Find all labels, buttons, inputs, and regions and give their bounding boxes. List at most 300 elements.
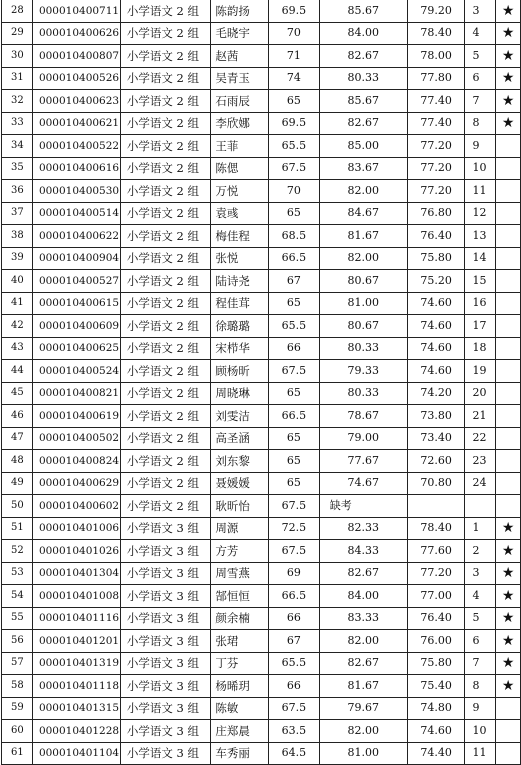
cell-seq: 55: [2, 607, 33, 630]
table-row: [2, 450, 521, 473]
table-row: [2, 607, 521, 630]
cell-name: 王菲: [211, 135, 269, 158]
cell-group: 小学语文 2 组: [120, 225, 211, 248]
cell-interview-score: 85.67: [319, 0, 407, 22]
cell-rank: 4: [465, 22, 496, 45]
cell-rank: 8: [465, 112, 496, 135]
cell-rank: 7: [465, 652, 496, 675]
table-row: [2, 337, 521, 360]
cell-total-score: 74.60: [407, 337, 465, 360]
cell-group: 小学语文 2 组: [120, 180, 211, 203]
cell-exam-id: 000010400904: [32, 247, 120, 270]
cell-written-score: 67.5: [269, 157, 320, 180]
cell-written-score: 65: [269, 472, 320, 495]
cell-total-score: 74.60: [407, 360, 465, 383]
cell-written-score: 67: [269, 270, 320, 293]
cell-interview-score: 77.67: [319, 450, 407, 473]
cell-rank: 10: [465, 720, 496, 743]
cell-group: 小学语文 2 组: [120, 382, 211, 405]
cell-rank: 14: [465, 247, 496, 270]
cell-group: 小学语文 2 组: [120, 0, 211, 22]
cell-exam-id: 000010400621: [32, 112, 120, 135]
cell-rank: 3: [465, 562, 496, 585]
star-mark-icon: ★: [496, 90, 521, 113]
cell-exam-id: 000010400623: [32, 90, 120, 113]
cell-exam-id: 000010400527: [32, 270, 120, 293]
table-row: [2, 540, 521, 563]
cell-total-score: 74.60: [407, 720, 465, 743]
cell-written-score: 67.5: [269, 540, 320, 563]
table-row: [2, 292, 521, 315]
table-row: [2, 247, 521, 270]
cell-name: 袁彧: [211, 202, 269, 225]
cell-mark: [496, 720, 521, 743]
cell-interview-score: 82.67: [319, 652, 407, 675]
cell-group: 小学语文 2 组: [120, 315, 211, 338]
cell-total-score: 77.40: [407, 112, 465, 135]
cell-exam-id: 000010401201: [32, 630, 120, 653]
cell-rank: 6: [465, 630, 496, 653]
cell-group: 小学语文 3 组: [120, 585, 211, 608]
table-row: [2, 652, 521, 675]
cell-name: 毛晓宇: [211, 22, 269, 45]
cell-name: 周晓琳: [211, 382, 269, 405]
cell-total-score: 74.80: [407, 697, 465, 720]
cell-total-score: 73.40: [407, 427, 465, 450]
cell-group: 小学语文 2 组: [120, 157, 211, 180]
cell-total-score: 76.00: [407, 630, 465, 653]
cell-mark: [496, 360, 521, 383]
cell-mark: [496, 315, 521, 338]
cell-group: 小学语文 2 组: [120, 472, 211, 495]
star-mark-icon: ★: [496, 45, 521, 68]
cell-name: 张悦: [211, 247, 269, 270]
cell-total-score: 77.20: [407, 180, 465, 203]
cell-seq: 33: [2, 112, 33, 135]
table-row: [2, 67, 521, 90]
cell-exam-id: 000010401026: [32, 540, 120, 563]
cell-group: 小学语文 3 组: [120, 517, 211, 540]
cell-seq: 49: [2, 472, 33, 495]
cell-name: 赵茜: [211, 45, 269, 68]
cell-group: 小学语文 2 组: [120, 292, 211, 315]
cell-seq: 39: [2, 247, 33, 270]
cell-written-score: 69.5: [269, 0, 320, 22]
cell-rank: 23: [465, 450, 496, 473]
cell-written-score: 65: [269, 450, 320, 473]
cell-name: 梅佳程: [211, 225, 269, 248]
cell-exam-id: 000010400619: [32, 405, 120, 428]
cell-interview-score: 82.00: [319, 720, 407, 743]
cell-interview-score: 84.00: [319, 585, 407, 608]
cell-written-score: 66: [269, 675, 320, 698]
table-row: [2, 742, 521, 765]
cell-interview-score: 81.00: [319, 292, 407, 315]
cell-group: 小学语文 2 组: [120, 202, 211, 225]
cell-mark: [496, 405, 521, 428]
cell-name: 吴青玉: [211, 67, 269, 90]
cell-total-score: 74.60: [407, 315, 465, 338]
cell-exam-id: 000010401116: [32, 607, 120, 630]
cell-mark: [496, 382, 521, 405]
cell-mark: [496, 270, 521, 293]
cell-written-score: 63.5: [269, 720, 320, 743]
cell-written-score: 65: [269, 427, 320, 450]
cell-seq: 37: [2, 202, 33, 225]
cell-name: 张珺: [211, 630, 269, 653]
cell-exam-id: 000010401104: [32, 742, 120, 765]
cell-written-score: 65.5: [269, 652, 320, 675]
cell-group: 小学语文 2 组: [120, 247, 211, 270]
cell-group: 小学语文 3 组: [120, 675, 211, 698]
cell-interview-score: 80.33: [319, 67, 407, 90]
cell-mark: [496, 495, 521, 518]
cell-exam-id: 000010401228: [32, 720, 120, 743]
cell-total-score: 74.40: [407, 742, 465, 765]
results-table-body: [2, 0, 521, 765]
cell-total-score: 77.00: [407, 585, 465, 608]
cell-rank: 18: [465, 337, 496, 360]
cell-exam-id: 000010400522: [32, 135, 120, 158]
cell-rank: 6: [465, 67, 496, 90]
cell-written-score: 65: [269, 90, 320, 113]
cell-rank: 5: [465, 607, 496, 630]
star-mark-icon: ★: [496, 22, 521, 45]
cell-interview-score: 80.33: [319, 337, 407, 360]
cell-interview-score: 83.67: [319, 157, 407, 180]
cell-exam-id: 000010401315: [32, 697, 120, 720]
cell-rank: 22: [465, 427, 496, 450]
cell-seq: 44: [2, 360, 33, 383]
cell-group: 小学语文 2 组: [120, 360, 211, 383]
table-row: [2, 180, 521, 203]
cell-written-score: 66: [269, 607, 320, 630]
cell-interview-score: 83.33: [319, 607, 407, 630]
cell-seq: 48: [2, 450, 33, 473]
cell-name: 陆诗尧: [211, 270, 269, 293]
cell-mark: [496, 450, 521, 473]
cell-group: 小学语文 2 组: [120, 112, 211, 135]
star-mark-icon: ★: [496, 585, 521, 608]
cell-mark: [496, 427, 521, 450]
cell-exam-id: 000010400524: [32, 360, 120, 383]
cell-group: 小学语文 3 组: [120, 742, 211, 765]
cell-written-score: 69: [269, 562, 320, 585]
cell-seq: 34: [2, 135, 33, 158]
table-row: [2, 360, 521, 383]
cell-seq: 45: [2, 382, 33, 405]
cell-interview-score: 缺考: [319, 495, 407, 518]
cell-total-score: 76.80: [407, 202, 465, 225]
cell-group: 小学语文 3 组: [120, 562, 211, 585]
cell-mark: [496, 135, 521, 158]
cell-interview-score: 84.67: [319, 202, 407, 225]
cell-seq: 35: [2, 157, 33, 180]
cell-written-score: 67.5: [269, 697, 320, 720]
cell-written-score: 72.5: [269, 517, 320, 540]
cell-rank: 16: [465, 292, 496, 315]
cell-total-score: 78.00: [407, 45, 465, 68]
cell-exam-id: 000010400622: [32, 225, 120, 248]
cell-interview-score: 74.67: [319, 472, 407, 495]
cell-exam-id: 000010401319: [32, 652, 120, 675]
cell-exam-id: 000010400626: [32, 22, 120, 45]
cell-name: 车秀丽: [211, 742, 269, 765]
cell-total-score: 79.20: [407, 0, 465, 22]
cell-seq: 56: [2, 630, 33, 653]
cell-name: 丁芬: [211, 652, 269, 675]
cell-written-score: 65.5: [269, 315, 320, 338]
cell-rank: 21: [465, 405, 496, 428]
cell-name: 顾杨昕: [211, 360, 269, 383]
cell-rank: 10: [465, 157, 496, 180]
cell-seq: 40: [2, 270, 33, 293]
cell-rank: 3: [465, 0, 496, 22]
cell-total-score: 75.80: [407, 652, 465, 675]
star-mark-icon: ★: [496, 675, 521, 698]
cell-exam-id: 000010400609: [32, 315, 120, 338]
cell-rank: 4: [465, 585, 496, 608]
cell-rank: 11: [465, 180, 496, 203]
table-row: [2, 405, 521, 428]
table-row: [2, 90, 521, 113]
cell-total-score: 76.40: [407, 225, 465, 248]
cell-mark: [496, 225, 521, 248]
cell-exam-id: 000010400629: [32, 472, 120, 495]
cell-total-score: 77.80: [407, 67, 465, 90]
cell-total-score: 72.60: [407, 450, 465, 473]
cell-seq: 41: [2, 292, 33, 315]
cell-group: 小学语文 2 组: [120, 67, 211, 90]
cell-exam-id: 000010400514: [32, 202, 120, 225]
cell-name: 聂媛媛: [211, 472, 269, 495]
cell-interview-score: 82.00: [319, 180, 407, 203]
cell-name: 李欣娜: [211, 112, 269, 135]
star-mark-icon: ★: [496, 112, 521, 135]
cell-group: 小学语文 2 组: [120, 495, 211, 518]
cell-name: 宋栉华: [211, 337, 269, 360]
cell-exam-id: 000010401006: [32, 517, 120, 540]
cell-exam-id: 000010401008: [32, 585, 120, 608]
star-mark-icon: ★: [496, 607, 521, 630]
cell-total-score: 70.80: [407, 472, 465, 495]
cell-group: 小学语文 2 组: [120, 22, 211, 45]
cell-rank: 2: [465, 540, 496, 563]
table-row: [2, 225, 521, 248]
cell-mark: [496, 180, 521, 203]
cell-seq: 36: [2, 180, 33, 203]
table-row: [2, 202, 521, 225]
cell-mark: [496, 337, 521, 360]
cell-exam-id: 000010400526: [32, 67, 120, 90]
cell-name: 高圣涵: [211, 427, 269, 450]
cell-rank: 7: [465, 90, 496, 113]
cell-seq: 60: [2, 720, 33, 743]
cell-written-score: 67: [269, 630, 320, 653]
star-mark-icon: ★: [496, 630, 521, 653]
table-row: [2, 135, 521, 158]
cell-name: 庄郑晨: [211, 720, 269, 743]
cell-rank: 20: [465, 382, 496, 405]
table-row: [2, 630, 521, 653]
cell-name: 陈敏: [211, 697, 269, 720]
cell-rank: 15: [465, 270, 496, 293]
cell-name: 刘雯洁: [211, 405, 269, 428]
cell-seq: 61: [2, 742, 33, 765]
cell-group: 小学语文 3 组: [120, 630, 211, 653]
cell-total-score: 75.80: [407, 247, 465, 270]
table-row: [2, 495, 521, 518]
cell-name: 周雪燕: [211, 562, 269, 585]
star-mark-icon: ★: [496, 652, 521, 675]
cell-rank: 12: [465, 202, 496, 225]
cell-group: 小学语文 3 组: [120, 540, 211, 563]
cell-group: 小学语文 3 组: [120, 720, 211, 743]
cell-interview-score: 85.00: [319, 135, 407, 158]
table-row: [2, 675, 521, 698]
star-mark-icon: ★: [496, 562, 521, 585]
cell-written-score: 64.5: [269, 742, 320, 765]
cell-total-score: 77.60: [407, 540, 465, 563]
cell-name: 颜余楠: [211, 607, 269, 630]
table-row: [2, 0, 521, 22]
cell-interview-score: 82.00: [319, 247, 407, 270]
cell-seq: 46: [2, 405, 33, 428]
cell-exam-id: 000010401304: [32, 562, 120, 585]
table-row: [2, 22, 521, 45]
cell-total-score: 75.40: [407, 675, 465, 698]
table-row: [2, 112, 521, 135]
cell-name: 刘东黎: [211, 450, 269, 473]
table-row: [2, 382, 521, 405]
cell-interview-score: 82.67: [319, 45, 407, 68]
cell-interview-score: 82.67: [319, 562, 407, 585]
cell-mark: [496, 247, 521, 270]
cell-written-score: 71: [269, 45, 320, 68]
cell-total-score: 77.20: [407, 562, 465, 585]
cell-exam-id: 000010400602: [32, 495, 120, 518]
cell-total-score: 74.60: [407, 292, 465, 315]
cell-interview-score: 79.67: [319, 697, 407, 720]
cell-rank: 8: [465, 675, 496, 698]
cell-written-score: 65.5: [269, 135, 320, 158]
cell-total-score: 73.80: [407, 405, 465, 428]
cell-written-score: 67.5: [269, 495, 320, 518]
cell-exam-id: 000010400824: [32, 450, 120, 473]
cell-mark: [496, 202, 521, 225]
table-row: [2, 697, 521, 720]
cell-rank: 24: [465, 472, 496, 495]
cell-interview-score: 85.67: [319, 90, 407, 113]
cell-written-score: 69.5: [269, 112, 320, 135]
cell-total-score: 78.40: [407, 517, 465, 540]
cell-seq: 32: [2, 90, 33, 113]
cell-interview-score: 84.33: [319, 540, 407, 563]
cell-name: 万悦: [211, 180, 269, 203]
star-mark-icon: ★: [496, 540, 521, 563]
cell-exam-id: 000010400821: [32, 382, 120, 405]
table-row: [2, 315, 521, 338]
cell-seq: 47: [2, 427, 33, 450]
cell-interview-score: 82.00: [319, 630, 407, 653]
cell-written-score: 74: [269, 67, 320, 90]
cell-mark: [496, 292, 521, 315]
cell-group: 小学语文 2 组: [120, 90, 211, 113]
cell-seq: 29: [2, 22, 33, 45]
cell-name: 程佳茸: [211, 292, 269, 315]
cell-name: 郜恒恒: [211, 585, 269, 608]
cell-total-score: 75.20: [407, 270, 465, 293]
cell-mark: [496, 157, 521, 180]
cell-seq: 59: [2, 697, 33, 720]
cell-interview-score: 81.00: [319, 742, 407, 765]
cell-written-score: 66.5: [269, 247, 320, 270]
cell-written-score: 66: [269, 337, 320, 360]
cell-interview-score: 81.67: [319, 675, 407, 698]
cell-seq: 28: [2, 0, 33, 22]
cell-name: 杨晞玥: [211, 675, 269, 698]
cell-name: 石雨辰: [211, 90, 269, 113]
cell-total-score: [407, 495, 465, 518]
cell-group: 小学语文 3 组: [120, 652, 211, 675]
table-row: [2, 157, 521, 180]
cell-mark: [496, 472, 521, 495]
cell-name: 陈韵扬: [211, 0, 269, 22]
cell-seq: 51: [2, 517, 33, 540]
cell-group: 小学语文 3 组: [120, 607, 211, 630]
cell-group: 小学语文 2 组: [120, 405, 211, 428]
star-mark-icon: ★: [496, 67, 521, 90]
cell-exam-id: 000010400502: [32, 427, 120, 450]
cell-written-score: 67.5: [269, 360, 320, 383]
cell-exam-id: 000010400711: [32, 0, 120, 22]
cell-group: 小学语文 3 组: [120, 697, 211, 720]
cell-total-score: 76.40: [407, 607, 465, 630]
cell-written-score: 70: [269, 22, 320, 45]
cell-rank: 17: [465, 315, 496, 338]
cell-seq: 52: [2, 540, 33, 563]
cell-interview-score: 80.67: [319, 270, 407, 293]
cell-name: 陈偲: [211, 157, 269, 180]
cell-written-score: 65: [269, 202, 320, 225]
cell-mark: [496, 697, 521, 720]
cell-seq: 43: [2, 337, 33, 360]
table-row: [2, 517, 521, 540]
table-row: [2, 472, 521, 495]
cell-exam-id: 000010400616: [32, 157, 120, 180]
cell-name: 耿昕怡: [211, 495, 269, 518]
cell-total-score: 77.20: [407, 135, 465, 158]
cell-written-score: 66.5: [269, 405, 320, 428]
cell-mark: [496, 742, 521, 765]
cell-interview-score: 82.33: [319, 517, 407, 540]
cell-rank: 19: [465, 360, 496, 383]
cell-exam-id: 000010401118: [32, 675, 120, 698]
cell-group: 小学语文 2 组: [120, 427, 211, 450]
cell-interview-score: 79.00: [319, 427, 407, 450]
cell-interview-score: 80.67: [319, 315, 407, 338]
cell-total-score: 78.40: [407, 22, 465, 45]
table-row: [2, 45, 521, 68]
cell-seq: 42: [2, 315, 33, 338]
cell-interview-score: 79.33: [319, 360, 407, 383]
star-mark-icon: ★: [496, 0, 521, 22]
cell-name: 方芳: [211, 540, 269, 563]
cell-seq: 38: [2, 225, 33, 248]
cell-rank: 5: [465, 45, 496, 68]
cell-exam-id: 000010400615: [32, 292, 120, 315]
cell-seq: 57: [2, 652, 33, 675]
